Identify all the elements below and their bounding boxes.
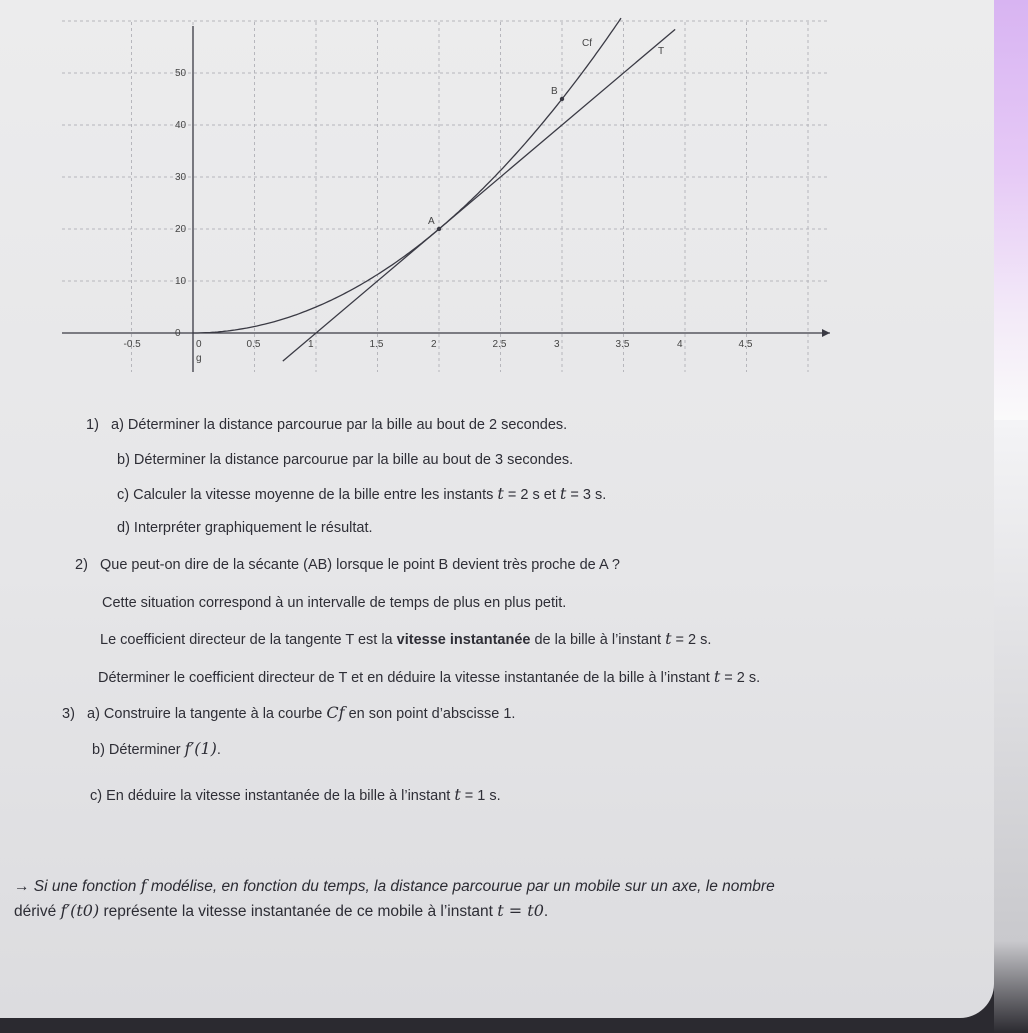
y-tick-label: 10 xyxy=(175,276,187,287)
series xyxy=(193,18,675,361)
definition-box xyxy=(14,874,974,924)
y-tick-label: 20 xyxy=(175,224,187,235)
x-tick-label: 1 xyxy=(308,339,314,350)
y-tick-label: 30 xyxy=(175,172,187,183)
q3b-pre: b) Déterminer xyxy=(92,742,185,758)
arrow-icon: → xyxy=(14,878,30,895)
q2-line3-val: = 2 s. xyxy=(671,632,712,648)
q2-text: Que peut-on dire de la sécante (AB) lorsque le point B devient très proche de A ? xyxy=(100,557,620,573)
q1c-t1: t xyxy=(497,484,504,503)
point-b xyxy=(560,97,564,101)
points xyxy=(428,86,564,231)
q2-line4-val: = 2 s. xyxy=(720,670,761,686)
x-tick-label: -0.5 xyxy=(123,339,141,350)
curve-cf xyxy=(193,18,621,333)
q2-line3-post: de la bille à l’instant xyxy=(530,632,666,648)
point-label-a: A xyxy=(428,216,435,227)
q2-line4-text: Déterminer le coefficient directeur de T et en déduire la vitesse instantanée de la bille à l’instant xyxy=(98,670,710,686)
q2-line3-bold: vitesse instantanée xyxy=(396,632,531,648)
q1c-v2: = 3 s. xyxy=(566,487,607,503)
q2-line3-t: t xyxy=(665,629,672,648)
def-line1-pre: Si une fonction xyxy=(29,878,141,895)
def-teq: t = t0 xyxy=(497,901,544,920)
q2-number: 2) xyxy=(75,557,88,573)
def-line2-post: . xyxy=(543,903,549,920)
def-fprime: f′(t0) xyxy=(60,901,100,920)
q3a-post: en son point d’abscisse 1. xyxy=(344,706,516,722)
tangent-t-label: T xyxy=(658,46,665,57)
q3-c xyxy=(90,786,501,805)
q3b-post: . xyxy=(216,742,221,758)
q1c-v1: = 2 s et xyxy=(503,487,560,503)
q3c-t: t xyxy=(454,785,461,804)
y-tick-label: 0 xyxy=(175,328,181,339)
x-axis-arrow-icon xyxy=(822,329,830,337)
q3a-pre: a) Construire la tangente à la courbe xyxy=(87,706,327,722)
q2-line4-t: t xyxy=(713,667,721,686)
q3c-pre: c) En déduire la vitesse instantanée de la bille à l’instant xyxy=(90,788,455,804)
q1-d: d) Interpréter graphiquement le résultat. xyxy=(117,520,373,536)
q1-c xyxy=(117,485,606,504)
def-line2-mid: représente la vitesse instantanée de ce mobile à l’instant xyxy=(99,903,498,920)
q2-line2: Cette situation correspond à un intervalle de temps de plus en plus petit. xyxy=(102,595,567,611)
function-graph xyxy=(0,0,994,400)
x-tick-label: 4.5 xyxy=(738,339,753,350)
q3-a xyxy=(62,704,515,723)
x-tick-label: 0.5 xyxy=(246,339,261,350)
tick-labels xyxy=(124,68,753,364)
x-tick-label: 1.5 xyxy=(369,339,384,350)
point-label-b: B xyxy=(551,86,558,97)
side-edge-lower xyxy=(994,420,1028,1033)
tangent-t xyxy=(283,29,675,361)
y-tick-label: 50 xyxy=(175,68,187,79)
q1c-text: c) Calculer la vitesse moyenne de la bille entre les instants xyxy=(117,487,494,503)
q3b-math: f′(1) xyxy=(184,739,217,758)
y-tick-label: 40 xyxy=(175,120,187,131)
origin-extra-label: g xyxy=(196,353,202,364)
x-tick-label: 3.5 xyxy=(615,339,630,350)
side-edge xyxy=(994,0,1028,420)
q2-line4 xyxy=(98,668,760,687)
q2-line3-pre: Le coefficient directeur de la tangente T est la xyxy=(100,632,397,648)
q3a-cf: Cf xyxy=(326,703,345,722)
x-tick-label: 2 xyxy=(431,339,437,350)
q3c-val: = 1 s. xyxy=(460,788,501,804)
q1a-text: a) Déterminer la distance parcourue par la bille au bout de 2 secondes. xyxy=(111,417,568,433)
x-tick-label: 0 xyxy=(196,339,202,350)
def-f: f xyxy=(140,876,147,895)
q2 xyxy=(75,556,620,574)
q1c-t2: t xyxy=(559,484,567,503)
x-tick-label: 4 xyxy=(677,339,683,350)
q1-a xyxy=(86,416,567,434)
q1-number: 1) xyxy=(86,417,99,433)
q2-line3 xyxy=(100,630,711,649)
q1-b: b) Déterminer la distance parcourue par la bille au bout de 3 secondes. xyxy=(117,452,574,468)
x-tick-label: 2.5 xyxy=(492,339,507,350)
point-a xyxy=(437,227,441,231)
q3-b xyxy=(92,740,221,759)
x-tick-label: 3 xyxy=(554,339,560,350)
q3-number: 3) xyxy=(62,706,75,722)
def-line1-post: modélise, en fonction du temps, la distance parcourue par un mobile sur un axe, le nombre xyxy=(146,878,775,895)
curve-cf-label: Cf xyxy=(582,38,592,49)
def-line2-pre: dérivé xyxy=(14,903,61,920)
